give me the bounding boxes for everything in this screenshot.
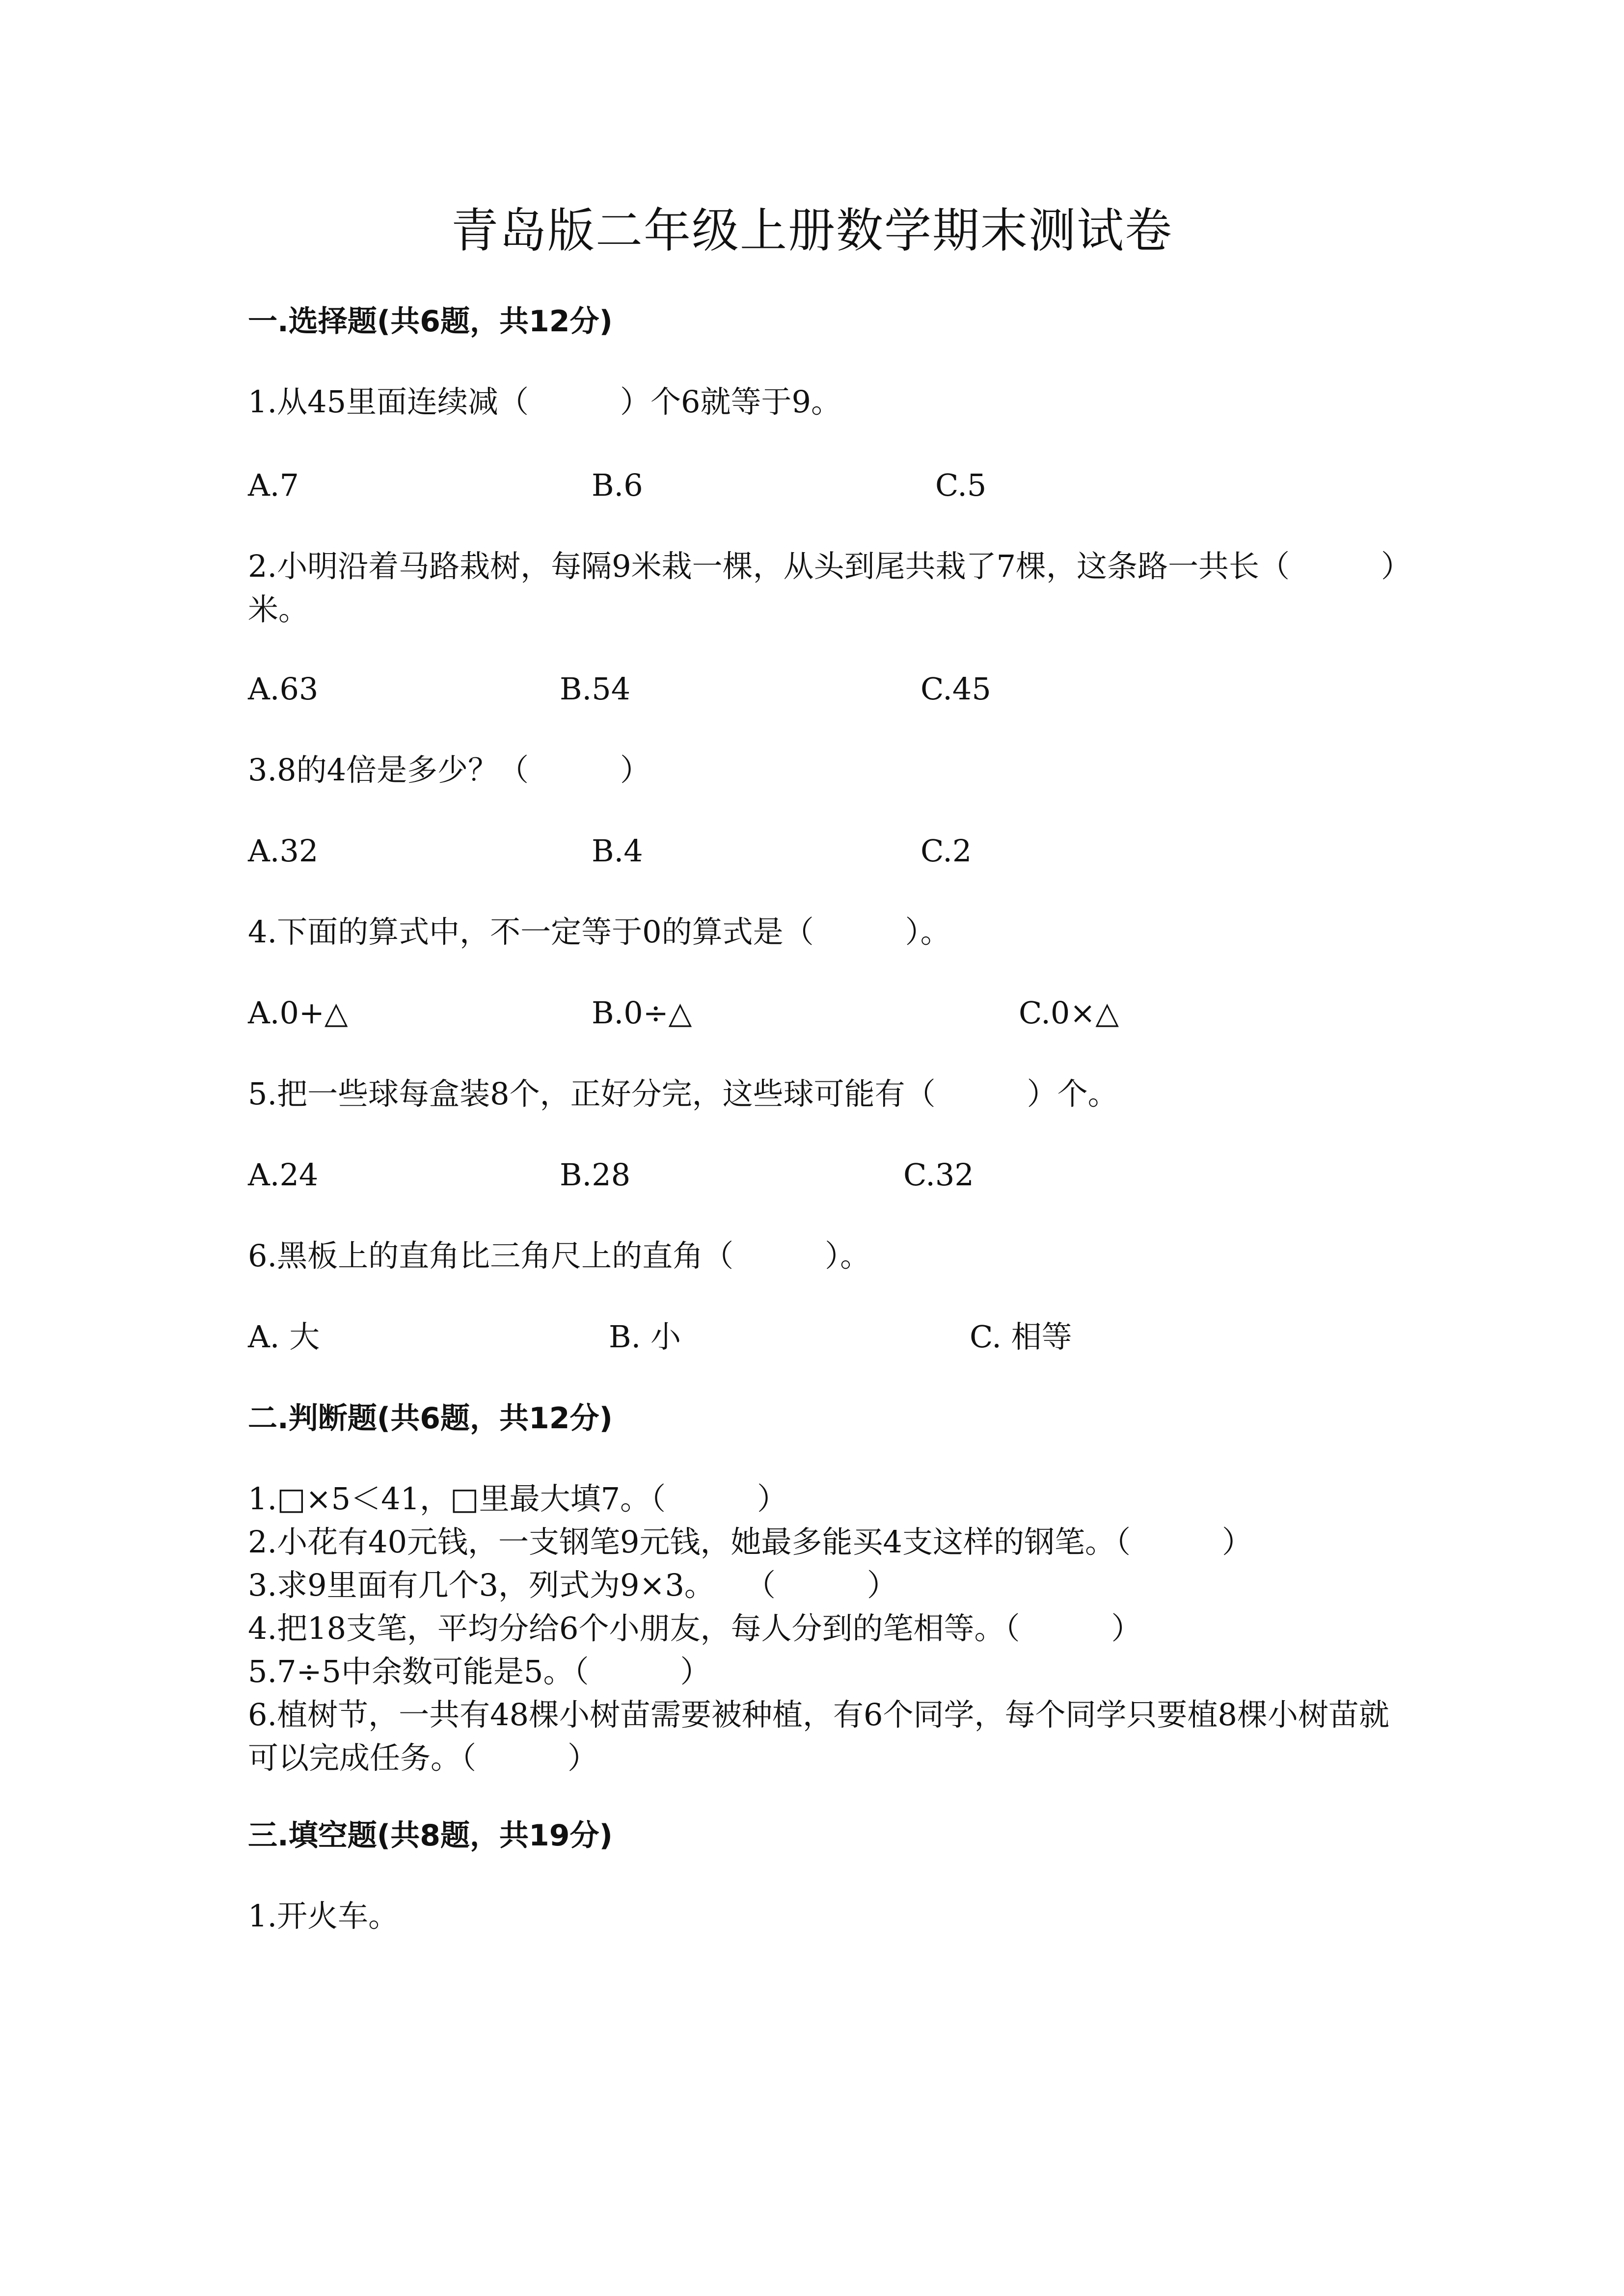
choice-3-option-c: C.2 bbox=[920, 833, 972, 869]
choice-6-option-c: C. 相等 bbox=[970, 1319, 1072, 1355]
fill-question-1: 1.开火车。 bbox=[248, 1898, 399, 1934]
judge-item-2: 2.小花有40元钱，一支钢笔9元钱，她最多能买4支这样的钢笔。（ ） bbox=[248, 1524, 1252, 1560]
choice-5-option-a: A.24 bbox=[248, 1157, 319, 1193]
section-heading-choice: 一.选择题(共6题，共12分) bbox=[248, 304, 613, 339]
section-heading-fill: 三.填空题(共8题，共19分) bbox=[248, 1818, 613, 1853]
choice-4-option-b: B.0÷△ bbox=[592, 995, 692, 1031]
judge-item-5: 5.7÷5中余数可能是5。（ ） bbox=[248, 1654, 711, 1689]
choice-question-6: 6.黑板上的直角比三角尺上的直角（ ）。 bbox=[248, 1238, 871, 1274]
choice-question-3: 3.8的4倍是多少？（ ） bbox=[248, 752, 651, 788]
judge-item-1: 1.□×5＜41，□里最大填7。（ ） bbox=[248, 1481, 788, 1517]
choice-1-option-a: A.7 bbox=[248, 467, 299, 503]
choice-2-option-c: C.45 bbox=[920, 671, 991, 707]
judge-item-3: 3.求9里面有几个3，列式为9×3。 （ ） bbox=[248, 1567, 897, 1603]
choice-question-5: 5.把一些球每盒装8个，正好分完，这些球可能有（ ）个。 bbox=[248, 1076, 1118, 1112]
choice-2-option-b: B.54 bbox=[560, 671, 631, 707]
choice-1-option-b: B.6 bbox=[592, 467, 643, 503]
judge-item-6: 6.植树节，一共有48棵小树苗需要被种植，有6个同学，每个同学只要植8棵小树苗就可以完成任务。（ ） bbox=[248, 1697, 1389, 1776]
choice-4-option-a: A.0+△ bbox=[248, 995, 348, 1031]
choice-4-option-c: C.0×△ bbox=[1019, 995, 1119, 1031]
choice-question-2: 2.小明沿着马路栽树，每隔9米栽一棵，从头到尾共栽了7棵，这条路一共长（ ）米。 bbox=[248, 548, 1397, 627]
choice-5-option-b: B.28 bbox=[560, 1157, 631, 1193]
choice-6-option-a: A. 大 bbox=[248, 1319, 320, 1355]
choice-question-1: 1.从45里面连续减（ ）个6就等于9。 bbox=[248, 384, 841, 420]
choice-3-option-a: A.32 bbox=[248, 833, 319, 869]
choice-3-option-b: B.4 bbox=[592, 833, 643, 869]
choice-question-4: 4.下面的算式中，不一定等于0的算式是（ ）。 bbox=[248, 914, 951, 950]
section-heading-judge: 二.判断题(共6题，共12分) bbox=[248, 1401, 613, 1436]
choice-1-option-c: C.5 bbox=[935, 467, 987, 503]
choice-2-option-a: A.63 bbox=[248, 671, 319, 707]
judge-item-4: 4.把18支笔，平均分给6个小朋友，每人分到的笔相等。（ ） bbox=[248, 1610, 1142, 1646]
choice-6-option-b: B. 小 bbox=[609, 1319, 681, 1355]
page-title: 青岛版二年级上册数学期末测试卷 bbox=[451, 203, 1173, 258]
choice-5-option-c: C.32 bbox=[903, 1157, 974, 1193]
